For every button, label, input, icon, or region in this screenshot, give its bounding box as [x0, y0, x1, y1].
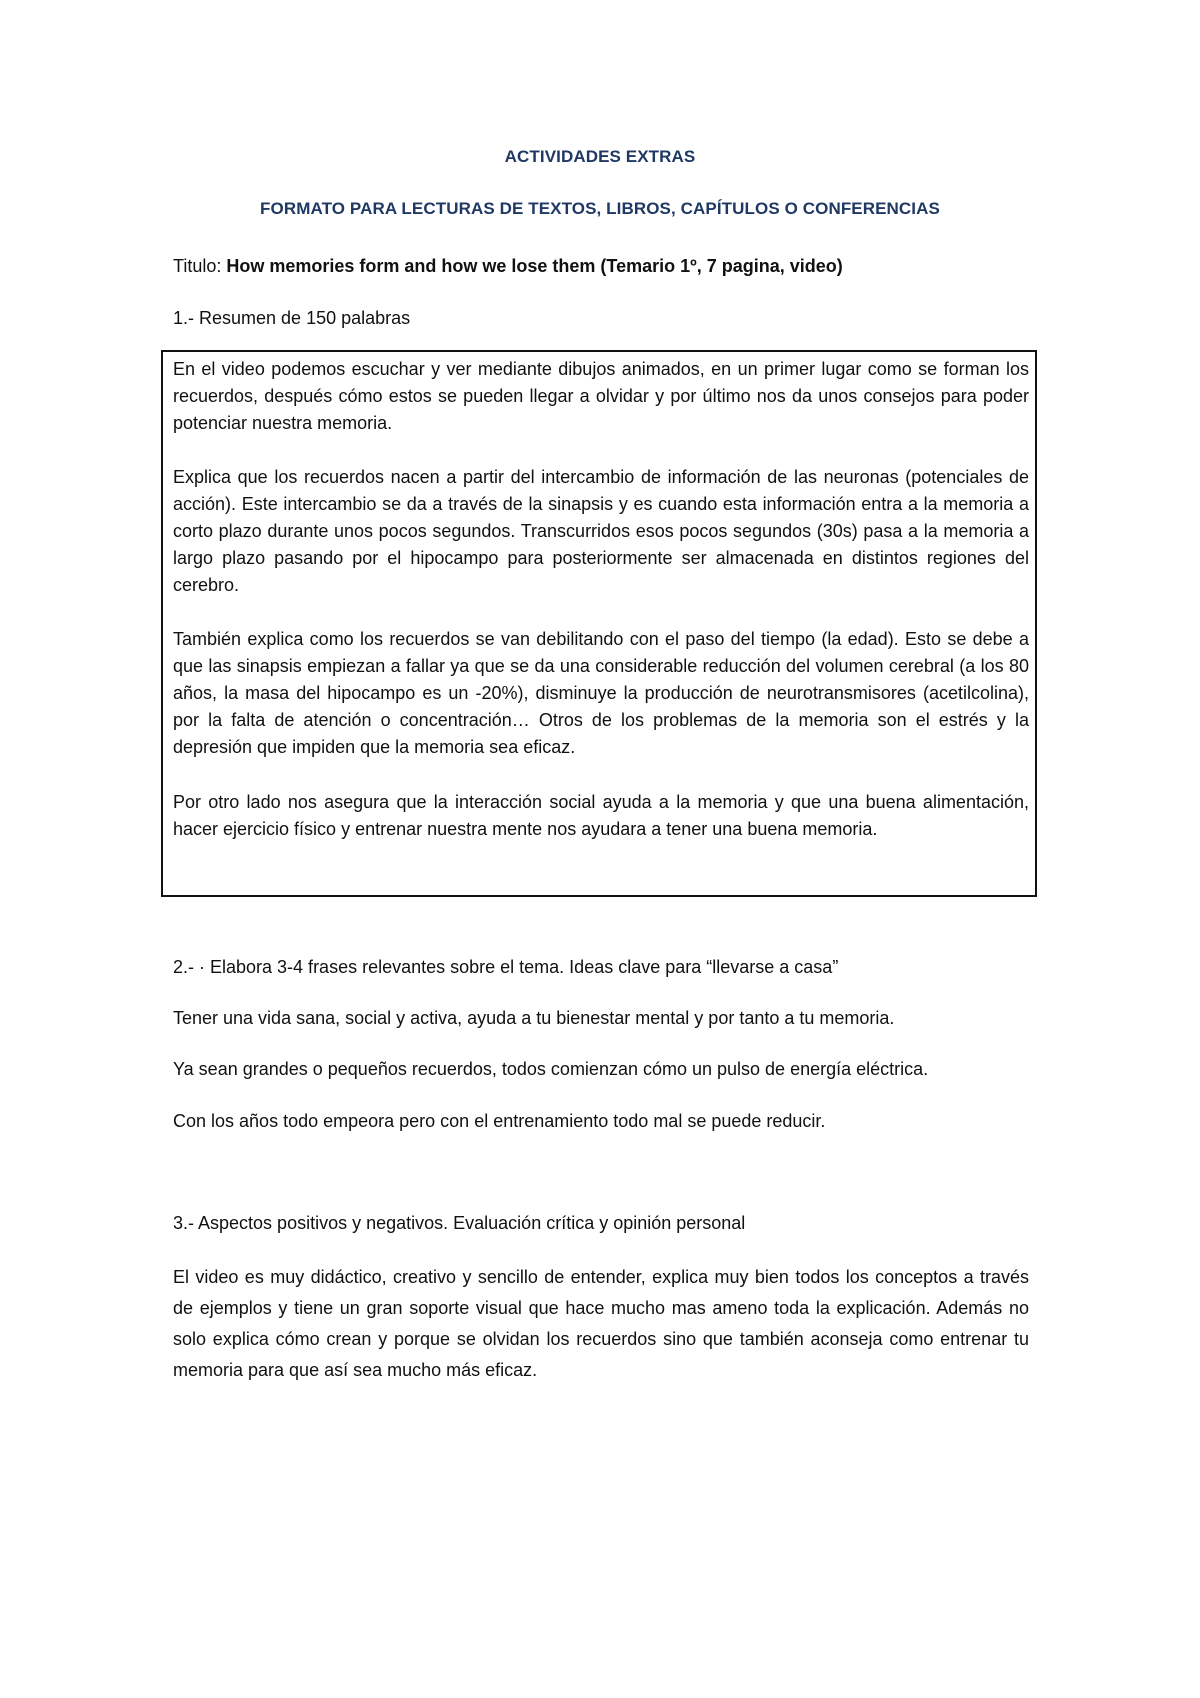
- summary-paragraph: También explica como los recuerdos se van debilitando con el paso del tiempo (la edad). Esto se debe a que las sinapsis empiezan a fallar ya que se da una considerable reducción del volumen cerebral (a los 80 años, la masa del hipocampo es un -20%), disminuye la producción de neurotransmisores (acetilcolina), por la falta de atención o concentración… Otros de los problemas de la memoria son el estrés y la depresión que impiden que la memoria sea eficaz.: [173, 629, 1029, 757]
- document-subheading: FORMATO PARA LECTURAS DE TEXTOS, LIBROS, CAPÍTULOS O CONFERENCIAS: [260, 199, 940, 218]
- evaluation-paragraph: El video es muy didáctico, creativo y sencillo de entender, explica muy bien todos los conceptos a través de ejemplos y tiene un gran soporte visual que hace mucho mas ameno toda la explicación. Además no solo explica cómo crean y porque se olvidan los recuerdos sino que también aconseja como entrenar tu memoria para que así sea mucho más eficaz.: [173, 1267, 1029, 1380]
- summary-paragraph: Por otro lado nos asegura que la interacción social ayuda a la memoria y que una buena alimentación, hacer ejercicio físico y entrenar nuestra mente nos ayudara a tener una buena memoria.: [173, 792, 1029, 839]
- section2-heading: 2.- · Elabora 3-4 frases relevantes sobre el tema. Ideas clave para “llevarse a casa”: [173, 957, 839, 977]
- title-line: [173, 254, 843, 278]
- key-idea: Ya sean grandes o pequeños recuerdos, todos comienzan cómo un pulso de energía eléctrica.: [173, 1059, 929, 1079]
- section3-heading: 3.- Aspectos positivos y negativos. Evaluación crítica y opinión personal: [173, 1213, 746, 1233]
- key-idea: Con los años todo empeora pero con el entrenamiento todo mal se puede reducir.: [173, 1111, 826, 1131]
- summary-paragraph: Explica que los recuerdos nacen a partir del intercambio de información de las neuronas (potenciales de acción). Este intercambio se da a través de la sinapsis y es cuando esta información entra a la memoria a corto plazo durante unos pocos segundos. Transcurridos esos pocos segundos (30s) pasa a la memoria a largo plazo pasando por el hipocampo para posteriormente ser almacenada en distintos regiones del cerebro.: [173, 467, 1029, 595]
- section1-heading: 1.- Resumen de 150 palabras: [173, 308, 411, 328]
- summary-paragraph: En el video podemos escuchar y ver mediante dibujos animados, en un primer lugar como se forman los recuerdos, después cómo estos se pueden llegar a olvidar y por último nos da unos consejos para poder potenciar nuestra memoria.: [173, 359, 1029, 433]
- key-idea: Tener una vida sana, social y activa, ayuda a tu bienestar mental y por tanto a tu memoria.: [173, 1008, 895, 1028]
- title-label: Titulo:: [173, 256, 227, 276]
- document-heading: ACTIVIDADES EXTRAS: [504, 147, 696, 166]
- title-value: How memories form and how we lose them (Temario 1º, 7 pagina, video): [226, 256, 843, 276]
